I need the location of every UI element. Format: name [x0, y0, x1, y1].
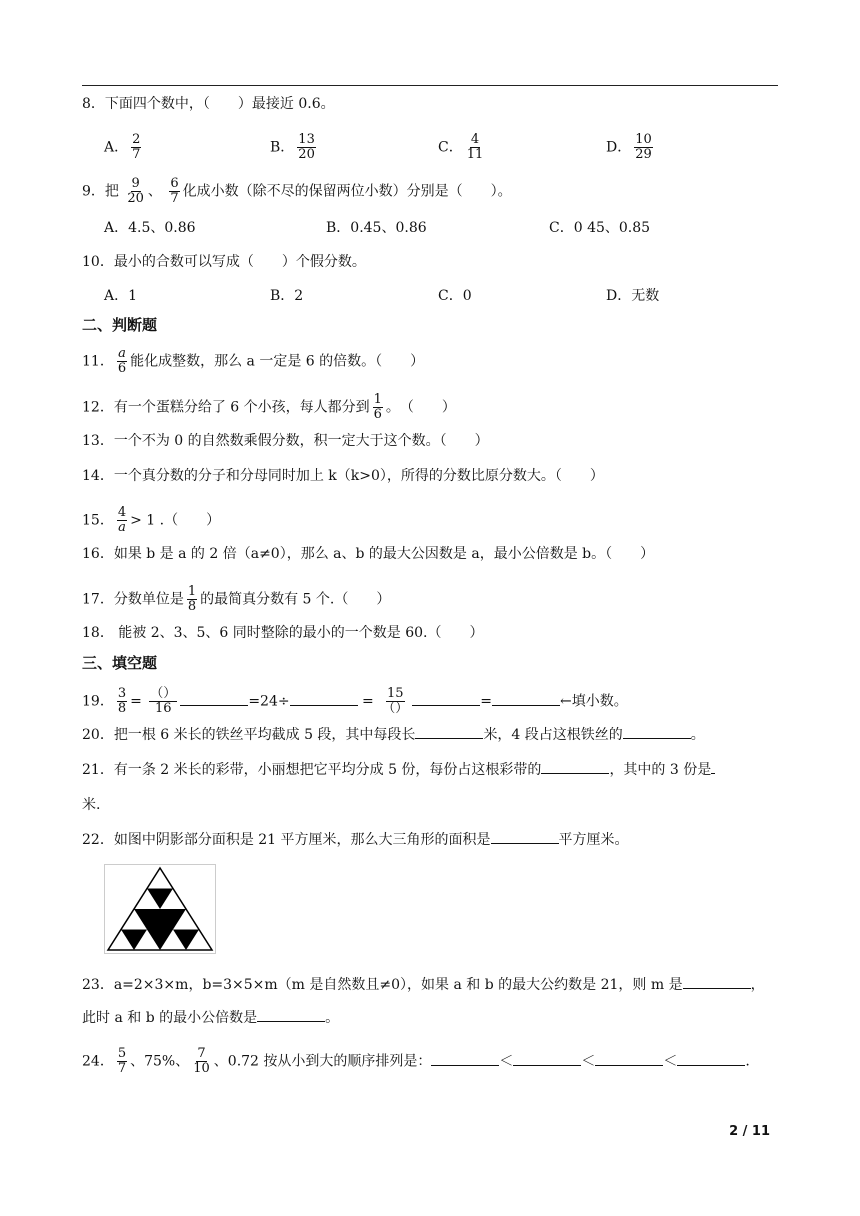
q19-blank-3[interactable] — [412, 705, 480, 706]
question-18: 18． 能被 2、3、5、6 同时整除的最小的一个数是 60.（ ） — [82, 625, 484, 641]
q8-option-b: B． $\frac{13}{20}$ — [270, 132, 315, 162]
q10-option-b: B．2 — [270, 288, 304, 304]
question-12: 12．有一个蛋糕分给了 6 个小孩，每人都分到 $\frac{1}{6}$ 。 （ ） — [82, 392, 456, 422]
q23-blank-2[interactable] — [257, 1021, 325, 1022]
q21-blank-2[interactable] — [711, 773, 715, 774]
q10-option-c: C．0 — [438, 288, 472, 304]
question-15: 15． $\frac{4}{a}$ > 1 .（ ） — [82, 505, 221, 535]
question-14: 14．一个真分数的分子和分母同时加上 k（k>0），所得的分数比原分数大。（ ） — [82, 468, 604, 484]
header-rule — [82, 85, 778, 86]
q19-blank-1[interactable] — [180, 705, 248, 706]
q20-blank-1[interactable] — [415, 738, 483, 739]
q8-option-a: A． $\frac{2}{7}$ — [104, 132, 141, 162]
q10-option-d: D．无数 — [606, 288, 660, 304]
q19-blank-4[interactable] — [492, 705, 560, 706]
q19-blank-2[interactable] — [290, 705, 358, 706]
question-22: 22．如图中阴影部分面积是 21 平方厘米，那么大三角形的面积是 平方厘米。 — [82, 832, 629, 848]
question-17: 17．分数单位是 $\frac{1}{8}$ 的最简真分数有 5 个.（ ） — [82, 584, 391, 614]
q21-blank-1[interactable] — [541, 773, 609, 774]
q8-option-d: D． $\frac{10}{29}$ — [606, 132, 652, 162]
question-20: 20．把一根 6 米长的铁丝平均截成 5 段，其中每段长 米，4 段占这根铁丝的 。 — [82, 727, 705, 743]
sierpinski-triangle-figure — [104, 864, 216, 954]
question-23-cont: 此时 a 和 b 的最小公倍数是 。 — [82, 1010, 340, 1026]
q24-blank-3[interactable] — [595, 1065, 663, 1066]
q9-option-c: C．0 45、0.85 — [549, 220, 651, 236]
q24-blank-4[interactable] — [677, 1065, 745, 1066]
question-8: 8．下面四个数中，（ ）最接近 0.6。 — [82, 96, 335, 112]
q24-blank-2[interactable] — [513, 1065, 581, 1066]
question-9: 9．把 $\frac{9}{20}$ 、 $\frac{6}{7}$ 化成小数（除不尽的保留两位小数）分别是（ ）。 — [82, 176, 512, 206]
question-16: 16．如果 b 是 a 的 2 倍（a≠0），那么 a、b 的最大公因数是 a，最小公倍数是 b。（ ） — [82, 546, 655, 562]
q10-option-a: A．1 — [104, 288, 138, 304]
question-21-cont: 米. — [82, 797, 101, 813]
q23-blank-1[interactable] — [683, 988, 751, 989]
section-2-heading: 二、判断题 — [82, 316, 158, 334]
question-13: 13．一个不为 0 的自然数乘假分数，积一定大于这个数。（ ） — [82, 433, 489, 449]
q24-blank-1[interactable] — [431, 1065, 499, 1066]
question-21: 21．有一条 2 米长的彩带，小丽想把它平均分成 5 份，每份占这根彩带的 ，其中的 3 份是 — [82, 760, 715, 780]
question-11: 11． $\frac{a}{6}$ 能化成整数，那么 a 一定是 6 的倍数。（ ） — [82, 346, 425, 376]
page-number: 2 / 11 — [729, 1124, 770, 1139]
q9-option-b: B．0.45、0.86 — [326, 220, 427, 236]
question-10: 10．最小的合数可以写成（ ）个假分数。 — [82, 254, 366, 270]
question-19: 19． $\frac{3}{8}$ = $\frac{()}{16}$ =24÷ = $\frac{15}{()}$ = ←填小数。 — [82, 686, 628, 716]
q20-blank-2[interactable] — [623, 738, 691, 739]
section-3-heading: 三、填空题 — [82, 654, 158, 672]
q22-blank[interactable] — [491, 843, 559, 844]
question-24: 24． $\frac{5}{7}$ 、75%、 $\frac{7}{10}$ 、0.72 按从小到大的顺序排列是： ＜ ＜ ＜ . — [82, 1046, 750, 1076]
q9-option-a: A．4.5、0.86 — [104, 220, 196, 236]
q8-option-c: C． $\frac{4}{11}$ — [438, 132, 484, 162]
question-23: 23．a=2×3×m，b=3×5×m（m 是自然数且≠0），如果 a 和 b 的最大公约数是 21，则 m 是 ， — [82, 977, 765, 993]
